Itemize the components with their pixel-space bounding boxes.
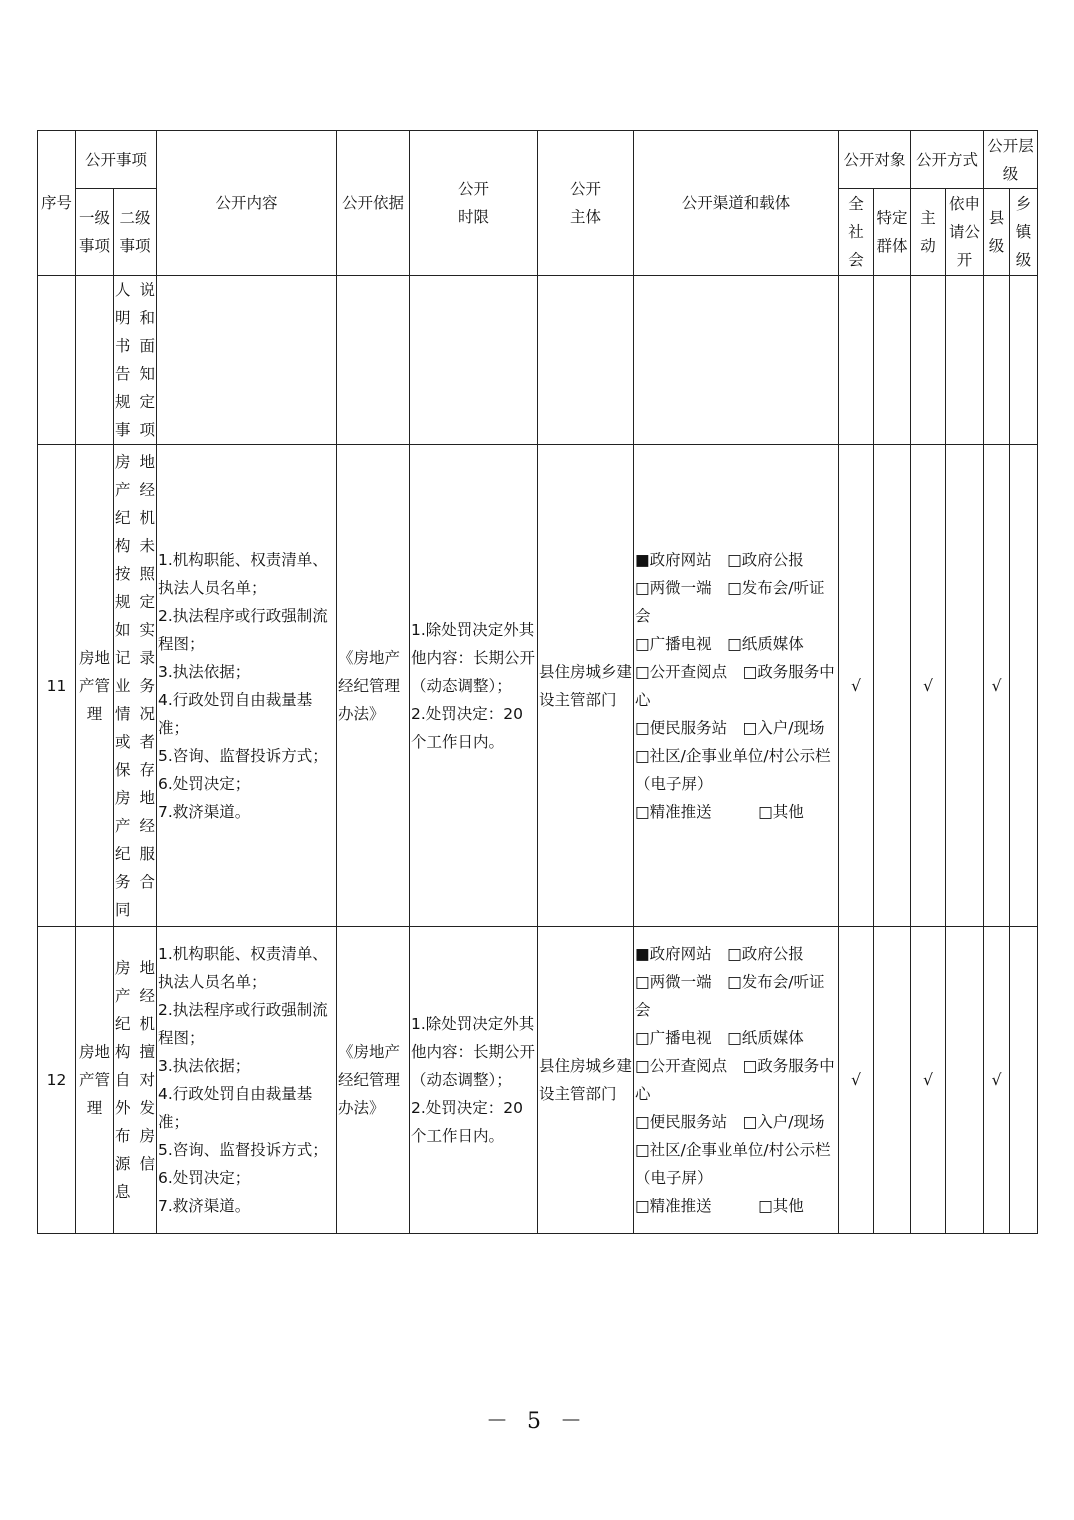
header-level-county: 县 级 (984, 189, 1010, 276)
row-method-active (911, 276, 946, 445)
row-channel: ■政府网站 □政府公报 □两微一端 □发布会/听证会 □广播电视 □纸质媒体 □公开查阅点 □政务服务中心 □便民服务站 □入户/现场 □社区/企事业单位/村公示栏（电子屏） □精准推送 □其他 (634, 445, 839, 927)
header-matter-group: 公开事项 (76, 131, 157, 189)
row-seq (38, 276, 76, 445)
row-deadline: 1.除处罚决定外其他内容：长期公开（动态调整）； 2.处罚决定：20个工作日内。 (410, 445, 538, 927)
row-content: 1.机构职能、权责清单、执法人员名单； 2.执法程序或行政强制流程图； 3.执法依据； 4.行政处罚自由裁量基准； 5.咨询、监督投诉方式； 6.处罚决定； 7.救济渠道。 (157, 927, 337, 1234)
row-level-town (1010, 445, 1038, 927)
header-level1: 一级 事项 (76, 189, 114, 276)
row-basis (337, 276, 410, 445)
row-content: 1.机构职能、权责清单、执法人员名单； 2.执法程序或行政强制流程图； 3.执法依据； 4.行政处罚自由裁量基准； 5.咨询、监督投诉方式； 6.处罚决定； 7.救济渠道。 (157, 445, 337, 927)
header-deadline: 公开 时限 (410, 131, 538, 276)
row-basis: 《房地产经纪管理办法》 (337, 927, 410, 1234)
disclosure-table (37, 130, 1038, 1234)
row-content (157, 276, 337, 445)
header-level2: 二级 事项 (114, 189, 157, 276)
row-subject (538, 276, 634, 445)
header-method-group: 公开方式 (911, 131, 984, 189)
table-row (38, 276, 1038, 445)
row-seq: 11 (38, 445, 76, 927)
header-object-group: 公开对象 (839, 131, 911, 189)
row-deadline (410, 276, 538, 445)
row-obj-specific (874, 276, 911, 445)
row-method-active: √ (911, 445, 946, 927)
row-subject: 县住房城乡建设主管部门 (538, 445, 634, 927)
row-level1: 房地 产管 理 (76, 445, 114, 927)
header-seq: 序号 (38, 131, 76, 276)
row-obj-all: √ (839, 445, 874, 927)
row-level1 (76, 276, 114, 445)
table-row (38, 927, 1038, 1234)
row-level-county: √ (984, 445, 1010, 927)
row-level-town (1010, 276, 1038, 445)
row-level2: 房地 产经 纪机 构擅 自对 外发 布房 源信 息 (114, 927, 157, 1234)
row-method-request (946, 276, 984, 445)
header-channel: 公开渠道和载体 (634, 131, 839, 276)
table-row (38, 445, 1038, 927)
row-level1: 房地 产管 理 (76, 927, 114, 1234)
page-number: － 5 － (486, 1409, 588, 1434)
header-obj-specific: 特定 群体 (874, 189, 911, 276)
header-subject: 公开 主体 (538, 131, 634, 276)
row-method-request (946, 445, 984, 927)
row-level-county (984, 276, 1010, 445)
header-basis: 公开依据 (337, 131, 410, 276)
row-obj-all (839, 276, 874, 445)
row-deadline: 1.除处罚决定外其他内容：长期公开（动态调整）； 2.处罚决定：20个工作日内。 (410, 927, 538, 1234)
row-method-request (946, 927, 984, 1234)
row-basis: 《房地产经纪管理办法》 (337, 445, 410, 927)
row-level2: 人说 明和 书面 告知 规定 事项 (114, 276, 157, 445)
header-obj-all: 全 社 会 (839, 189, 874, 276)
header-content: 公开内容 (157, 131, 337, 276)
row-level2: 房地 产经 纪机 构未 按照 规定 如实 记录 业务 情况 或者 保存 房地 产经 纪服 务合 同 (114, 445, 157, 927)
header-level-town: 乡 镇 级 (1010, 189, 1038, 276)
row-obj-specific (874, 927, 911, 1234)
header-method-request: 依申 请公 开 (946, 189, 984, 276)
row-obj-specific (874, 445, 911, 927)
row-seq: 12 (38, 927, 76, 1234)
row-channel (634, 276, 839, 445)
header-method-active: 主 动 (911, 189, 946, 276)
row-subject: 县住房城乡建设主管部门 (538, 927, 634, 1234)
row-level-town (1010, 927, 1038, 1234)
row-method-active: √ (911, 927, 946, 1234)
row-channel: ■政府网站 □政府公报 □两微一端 □发布会/听证会 □广播电视 □纸质媒体 □公开查阅点 □政务服务中心 □便民服务站 □入户/现场 □社区/企事业单位/村公示栏（电子屏） □精准推送 □其他 (634, 927, 839, 1234)
row-level-county: √ (984, 927, 1010, 1234)
header-row-1 (38, 131, 1038, 189)
row-obj-all: √ (839, 927, 874, 1234)
header-level-group: 公开层 级 (984, 131, 1038, 189)
